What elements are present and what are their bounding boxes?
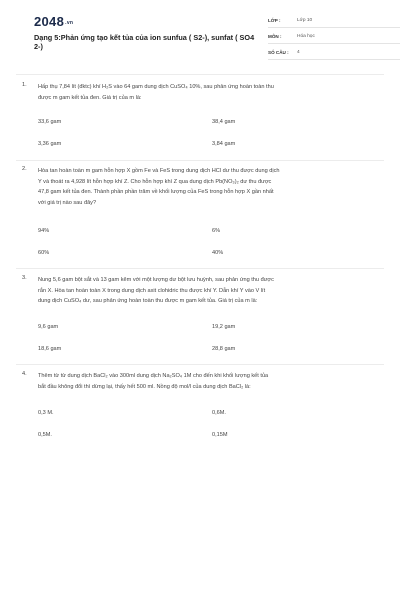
question-line: dung dịch CuSO₄ dư, sau phản ứng hoàn toàn thu được m gam kết tủa. Giá trị của m là: (38, 298, 258, 304)
question-line: Hòa tan hoàn toàn m gam hỗn hợp X gồm Fe và FeS trong dung dịch HCl dư thu được dung dịch (38, 168, 280, 174)
answer-option-d[interactable]: 3,84 gam (212, 141, 236, 147)
question-line: được m gam kết tủa đen. Giá trị của m là: (38, 94, 142, 101)
meta-row-count (268, 46, 400, 60)
question-line: Y và thoát ra 4,928 lít hỗn hợp khí Z. Cho hỗn hợp khí Z qua dung dịch Pb(NO₃)₂ dư thu được (38, 178, 272, 185)
logo-main-text: 2048 (34, 14, 65, 29)
site-logo[interactable] (34, 14, 73, 29)
meta-label: LỚP : (268, 18, 281, 23)
answer-option-a[interactable]: 33,6 gam (38, 119, 62, 125)
question-line: rắn X. Hòa tan hoàn toàn X trong dung dịch axit clohidric thu được khí Y. Dẫn khí Y vào V lít (38, 287, 266, 294)
question-line: với giá trị nào sau đây? (38, 199, 97, 206)
meta-value: 4 (297, 50, 300, 55)
question-number: 2. (22, 166, 27, 172)
answer-option-b[interactable]: 19,2 gam (212, 324, 236, 330)
question-text (38, 371, 378, 392)
meta-label: SỐ CÂU : (268, 50, 289, 55)
question-divider (16, 268, 384, 269)
question-divider (16, 364, 384, 365)
answer-option-d[interactable]: 28,8 gam (212, 346, 236, 352)
answer-option-d[interactable]: 40% (212, 250, 224, 256)
meta-row-subject (268, 30, 400, 44)
answer-option-c[interactable]: 3,36 gam (38, 141, 62, 147)
question-line: Nung 5,6 gam bột sắt và 13 gam kẽm với một lượng dư bột lưu huỳnh, sau phản ứng thu được (38, 277, 274, 283)
answer-option-a[interactable]: 0,3 M. (38, 410, 54, 416)
header-divider (16, 74, 384, 75)
question-number: 4. (22, 371, 27, 377)
question-text (38, 275, 378, 307)
meta-value: Lớp 10 (297, 18, 313, 23)
meta-value: Hóa học (297, 34, 315, 39)
answer-option-c[interactable]: 18,6 gam (38, 346, 62, 352)
answer-option-d[interactable]: 0,15M (212, 432, 228, 438)
question-line: bắt đầu không đổi thì dừng lại, thấy hết 500 ml. Nồng độ mol/l của dung dịch BaCl₂ là: (38, 383, 251, 390)
question-divider (16, 160, 384, 161)
answer-option-a[interactable]: 9,6 gam (38, 324, 59, 330)
worksheet-meta (268, 14, 400, 62)
answer-option-a[interactable]: 94% (38, 228, 50, 234)
worksheet-title: Dạng 5:Phản ứng tạo kết tủa của ion sunfua ( S2-), sunfat ( SO4 2-) (34, 33, 255, 51)
question-number: 3. (22, 275, 27, 281)
answer-option-b[interactable]: 6% (212, 228, 221, 234)
question-line: 47,8 gam kết tủa đen. Thành phần phần trăm về khối lượng của FeS trong hỗn hợp X gần nhất (38, 189, 274, 195)
worksheet-header (16, 0, 384, 70)
question-line: Hấp thụ 7,84 lít (đktc) khí H₂S vào 64 gam dung dịch CuSO₄ 10%, sau phản ứng hoàn toàn thu (38, 84, 274, 90)
answer-option-c[interactable]: 0,5M. (38, 432, 52, 438)
question-text (38, 82, 378, 103)
meta-label: MÔN : (268, 34, 282, 39)
answer-option-b[interactable]: 0,6M. (212, 410, 226, 416)
question-text (38, 166, 378, 208)
meta-row-class (268, 14, 400, 28)
question-number: 1. (22, 82, 27, 88)
answer-option-b[interactable]: 38,4 gam (212, 119, 236, 125)
question-line: Thêm từ từ dung dịch BaCl₂ vào 300ml dung dịch Na₂SO₄ 1M cho đến khi khối lượng kết tủa (38, 373, 269, 379)
answer-option-c[interactable]: 60% (38, 250, 50, 256)
logo-sub-text: .vn (65, 19, 74, 26)
